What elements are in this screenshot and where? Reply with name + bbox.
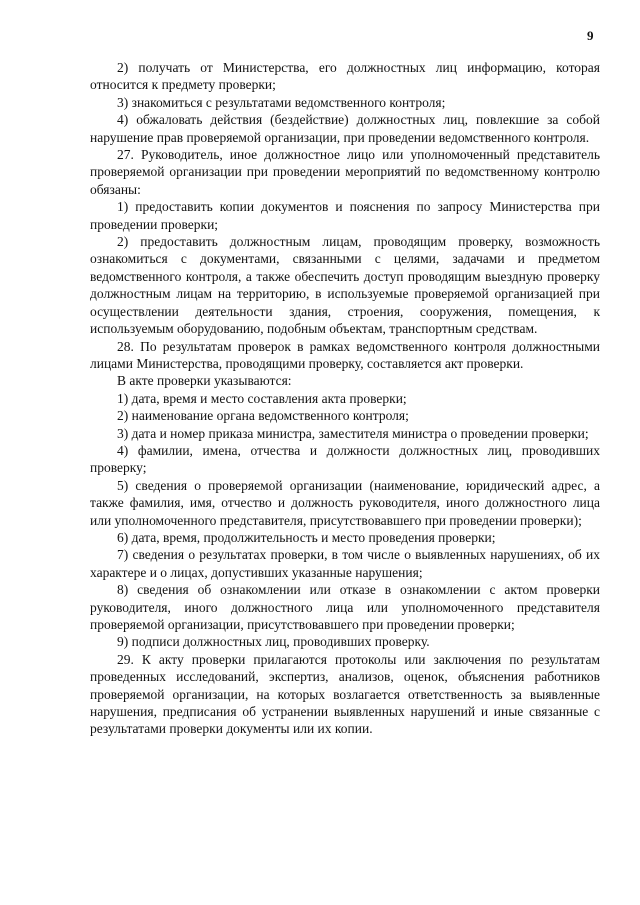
paragraph: 2) получать от Министерства, его должностных лиц информацию, которая относится к предмету проверки; (90, 60, 600, 93)
paragraph: 27. Руководитель, иное должностное лицо или уполномоченный представитель проверяемой организации при проведении мероприятий по ведомственному контролю обязаны: (90, 147, 600, 197)
paragraph: 5) сведения о проверяемой организации (наименование, юридический адрес, а также фамилия, имя, отчество и должность руководителя, иного должностного лица или уполномоченного представителя, присутствовавшего при проведении проверки); (90, 477, 600, 528)
page-number: 9 (587, 28, 594, 43)
paragraph: 1) дата, время и место составления акта проверки; (117, 390, 407, 406)
paragraph: 8) сведения об ознакомлении или отказе в ознакомлении с актом проверки руководителя, иного должностного лица или уполномоченного представителя проверяемой организации, присутствовавшего при проведении проверки; (90, 582, 600, 632)
paragraph: 2) предоставить должностным лицам, проводящим проверку, возможность ознакомиться с документами, связанными с целями, задачами и предметом ведомственного контроля, а также обеспечить доступ проводящим выездную проверку должностным лицам на территорию, в используемые проверяемой организацией при осуществлении деятельности здания, строения, сооружения, помещения, к используемым оборудованию, подобным объектам, транспортным средствам. (90, 234, 600, 337)
paragraph: 4) фамилии, имена, отчества и должности должностных лиц, проводивших проверку; (90, 442, 600, 476)
paragraph: 29. К акту проверки прилагаются протоколы или заключения по результатам проведенных исследований, экспертиз, анализов, оценок, объяснения работников проверяемой организации, на которых возлагается ответственность за выявленные нарушения, предписания об устранении выявленных нарушений и иные связанные с результатами проверки документы или их копии. (90, 651, 600, 737)
paragraph: 4) обжаловать действия (бездействие) должностных лиц, повлекшие за собой нарушение прав проверяемой организации, при проведении ведомственного контроля. (90, 112, 600, 145)
body-text (90, 59, 600, 738)
paragraph: 3) дата и номер приказа министра, заместителя министра о проведении проверки; (117, 425, 589, 441)
paragraph: 1) предоставить копии документов и пояснения по запросу Министерства при проведении проверки; (90, 199, 600, 232)
paragraph: 6) дата, время, продолжительность и место проведения проверки; (117, 529, 496, 545)
paragraph: 2) наименование органа ведомственного контроля; (117, 408, 409, 424)
paragraph: 3) знакомиться с результатами ведомственного контроля; (117, 94, 446, 110)
paragraph: 28. По результатам проверок в рамках ведомственного контроля должностными лицами Министерства, проводящими проверку, составляется акт проверки. (90, 338, 600, 371)
paragraph: 9) подписи должностных лиц, проводивших проверку. (117, 634, 430, 650)
paragraph: В акте проверки указываются: (117, 373, 292, 389)
paragraph: 7) сведения о результатах проверки, в том числе о выявленных нарушениях, об их характере и о лицах, допустивших указанные нарушения; (90, 547, 600, 580)
